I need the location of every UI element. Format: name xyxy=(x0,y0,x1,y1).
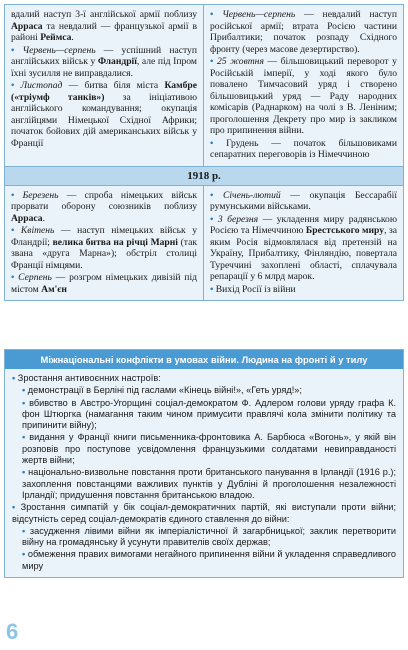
list-item: • Січень-лютий — окупація Бессарабії румунськими військами. xyxy=(210,189,397,212)
box-title: Міжнаціональні конфлікти в умовах війни. Людина на фронті й у тилу xyxy=(5,350,403,369)
list-item: • Квітень — наступ німецьких військ у Фландрії; велика битва на річці Марні (так звана «друга Марна»); обстріл столиці Франції німцями. xyxy=(11,225,198,271)
eastern-front-1918 xyxy=(204,186,403,301)
box-content xyxy=(5,369,403,577)
list-item: • засудження лівими війни як імперіалістичної й загарбницької; заклик перетворити війну на громадянську й усунути правителів своїх держав; xyxy=(22,525,396,548)
list-item: • Листопад — битва біля міста Камбре («тріумф танків») за ініціативою англійського командування; окупація англійцями Німецької Східної Африки; початок бойових дій американських військ у Франції xyxy=(11,80,197,149)
bullet-icon: • xyxy=(22,385,26,396)
western-front-1918 xyxy=(5,186,204,301)
bullet-icon: • xyxy=(12,373,16,383)
list-item: • 3 березня — укладення миру радянською Росією та Німеччиною Брестського миру, за яким Росія відмовлялася від претензій на Україну, Прибалтику, Фінляндію, повертала Туреччині захоплені області, сплачувала репарації у 6 млрд марок. xyxy=(210,213,397,282)
bullet-icon: • xyxy=(11,189,15,201)
bullet-icon: • xyxy=(11,272,15,283)
bullet-icon: • xyxy=(210,189,214,201)
table-1918-rows xyxy=(5,186,403,301)
bullet-icon: • xyxy=(210,213,214,225)
list-item: • вбивство в Австро-Угорщині соціал-демократом Ф. Адлером голови уряду графа К. фон Штюргка (намагання таким чином примусити правлячі кола змінити політику та припинити війну); xyxy=(22,397,396,431)
list-item: • Зростання антивоєнних настроїв: xyxy=(12,373,161,383)
bullet-icon: • xyxy=(210,137,214,149)
bullet-icon: • xyxy=(22,432,26,443)
list-item: • Березень — спроба німецьких військ прорвати оборону союзників поблизу Арраса. xyxy=(11,189,197,224)
western-front-1917 xyxy=(5,5,204,166)
conflicts-box xyxy=(4,349,404,578)
events-table xyxy=(4,4,404,301)
bullet-icon: • xyxy=(11,80,15,91)
bullet-icon: • xyxy=(22,525,26,536)
bullet-icon: • xyxy=(22,549,26,560)
list-item: • Зростання симпатій у бік соціал-демократичних партій, які виступали проти війни; відсутність серед соціал-демократів єдиного ставлення до війни: xyxy=(12,502,396,524)
list-item: • Грудень — початок більшовиками сепаратних переговорів із Німеччиною xyxy=(210,137,397,160)
list-item: • Вихід Росії із війни xyxy=(210,283,296,295)
list-item: • видання у Франції книги письменника-фронтовика А. Барбюса «Вогонь», у якій він розповів про поступове усвідомлення французькими солдатами невиправданості жертв війни; xyxy=(22,432,396,466)
bullet-icon: • xyxy=(210,56,214,67)
bullet-icon: • xyxy=(22,467,26,478)
bullet-icon: • xyxy=(210,9,214,20)
bullet-icon: • xyxy=(11,44,15,56)
list-item: • Червень—серпень — успішний наступ англійських військ у Фландрії, але під Іпром їхні зусилля не виправдалися. xyxy=(11,44,197,79)
table-1917-rows xyxy=(5,5,403,166)
list-item: • Серпень — розгром німецьких дивізій під містом Ам'єн xyxy=(11,272,197,295)
page-number: 6 xyxy=(6,619,19,644)
bullet-icon: • xyxy=(22,397,26,408)
year-heading: 1918 р. xyxy=(5,166,403,186)
list-item: вдалий наступ 3-ї англійської армії поблизу Арраса та невдалий — французької армії в районі Реймса. xyxy=(11,9,197,43)
list-item: • національно-визвольне повстання проти британського панування в Ірландії (1916 р.); захоплення повстанцями важливих пунктів у Дубліні й проголошення незалежності Ірландії; придушення повстання британською владою. xyxy=(22,467,396,500)
bullet-icon: • xyxy=(210,283,214,295)
bullet-icon: • xyxy=(12,502,16,513)
list-item: • обмеження правих вимогами негайного припинення війни й укладення справедливого миру xyxy=(22,549,396,571)
bullet-icon: • xyxy=(11,225,15,236)
list-item: • демонстрації в Берліні під гаслами «Кінець війні!», «Геть уряд!»; xyxy=(22,385,302,396)
list-item: • Червень—серпень — невдалий наступ російської армії; втрата Росією частини Прибалтики; початок розпаду Східного фронту (через масове дезертирство). xyxy=(210,9,397,55)
eastern-front-1917 xyxy=(204,5,403,166)
list-item: • 25 жовтня — більшовицький переворот у Російській імперії, у ході якого було повалено Тимчасовий уряд і створено більшовицький уряд — Раду народних комісарів (Раднарком) на чолі з В. Леніним; проголошення Декрету про мир із закликом про припинення війни. xyxy=(210,56,397,136)
